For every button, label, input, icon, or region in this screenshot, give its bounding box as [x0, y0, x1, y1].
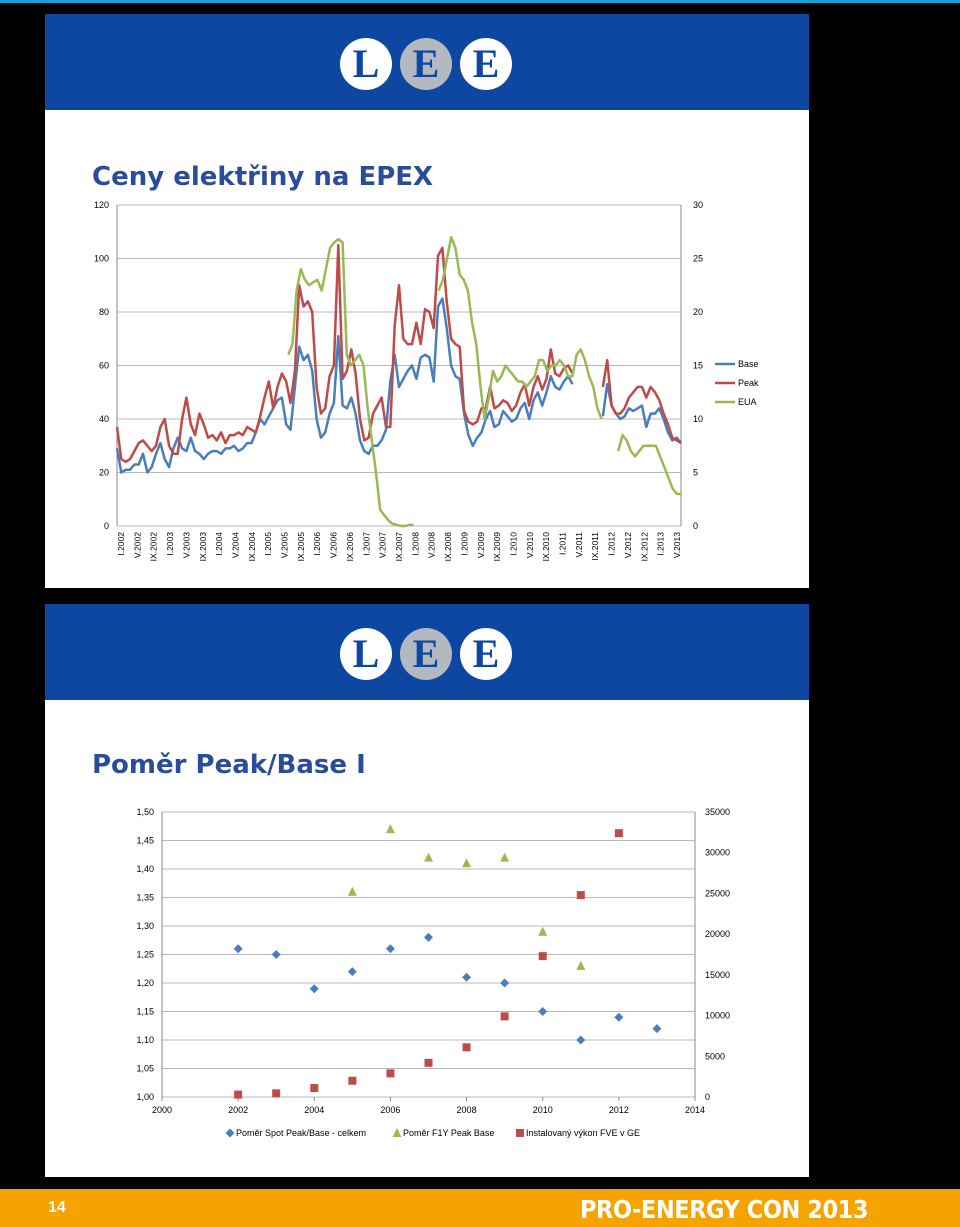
data-point-triangle [462, 858, 471, 867]
x-tick-label: IX.2008 [443, 532, 454, 562]
y-left-tick-label: 1,20 [136, 978, 154, 988]
data-point-square [463, 1043, 471, 1051]
data-point-diamond [614, 1013, 623, 1022]
y-right-tick-label: 15 [693, 360, 704, 371]
logo-letter-l: L [340, 38, 392, 90]
x-tick-label: V.2007 [377, 532, 388, 559]
y-left-tick-label: 1,35 [136, 892, 154, 903]
y-left-tick-label: 1,00 [136, 1092, 154, 1102]
data-point-triangle [538, 927, 547, 936]
x-tick-label: I.2005 [263, 532, 274, 556]
x-tick-label: IX.2002 [148, 532, 159, 562]
data-point-square [539, 952, 547, 960]
x-tick-label: I.2003 [165, 532, 176, 556]
x-tick-label: IX.2004 [246, 532, 257, 562]
x-tick-label: 2014 [684, 1105, 706, 1115]
y-left-tick-label: 40 [98, 414, 109, 424]
x-tick-label: V.2012 [622, 532, 633, 559]
y-left-tick-label: 120 [93, 200, 109, 210]
y-left-tick-label: 1,10 [136, 1035, 154, 1045]
x-tick-label: IX.2012 [639, 532, 650, 562]
y-right-tick-label: 0 [693, 521, 699, 531]
data-point-diamond [310, 984, 319, 993]
data-point-triangle [576, 961, 585, 970]
x-tick-label: I.2012 [606, 532, 617, 556]
y-right-tick-label: 30000 [705, 847, 731, 858]
x-tick-label: V.2010 [524, 532, 535, 559]
y-left-tick-label: 0 [103, 521, 109, 531]
data-point-square [501, 1012, 509, 1020]
y-right-tick-label: 0 [705, 1092, 711, 1102]
y-left-tick-label: 1,40 [136, 864, 154, 874]
x-tick-label: 2002 [228, 1105, 249, 1115]
page-number: 14 [48, 1199, 66, 1216]
x-tick-label: IX.2007 [394, 532, 404, 562]
x-tick-label: 2012 [608, 1105, 629, 1115]
x-tick-label: I.2009 [459, 532, 470, 556]
slide-peak-base-ratio [45, 604, 809, 1177]
y-right-tick-label: 5 [693, 467, 699, 478]
y-right-tick-label: 20 [693, 307, 704, 317]
data-point-square [234, 1091, 242, 1099]
x-tick-label: 2010 [532, 1105, 553, 1115]
y-left-tick-label: 1,05 [136, 1063, 154, 1074]
peak-base-ratio-chart [45, 604, 809, 1177]
x-tick-label: V.2005 [279, 532, 290, 559]
series-line-peak [117, 245, 681, 462]
x-tick-label: I.2002 [116, 532, 126, 556]
epex-price-chart [45, 14, 809, 588]
event-name: PRO-ENERGY CON 2013 [579, 1195, 868, 1224]
x-tick-label: I.2008 [410, 532, 421, 556]
x-tick-label: IX.2011 [590, 532, 601, 561]
x-tick-label: IX.2009 [492, 532, 503, 562]
series-line-eua [288, 237, 681, 526]
slide-title: Poměr Peak/Base I [92, 750, 366, 780]
data-point-triangle [386, 824, 395, 833]
footer-bar [0, 1189, 960, 1227]
y-left-tick-label: 100 [93, 253, 109, 264]
x-tick-label: V.2002 [132, 532, 143, 559]
legend-label: Peak [738, 378, 759, 388]
x-tick-label: 2004 [304, 1105, 325, 1115]
y-left-tick-label: 1,15 [136, 1006, 154, 1017]
logo-letter-l: L [340, 628, 392, 680]
x-tick-label: 2000 [151, 1105, 173, 1115]
x-tick-label: V.2003 [181, 532, 192, 559]
x-tick-label: I.2004 [214, 532, 225, 556]
legend-label: Instalovaný výkon FVE v GE [526, 1128, 641, 1138]
data-point-diamond [424, 933, 433, 942]
data-point-diamond [500, 979, 509, 988]
x-tick-label: V.2008 [426, 532, 437, 559]
y-right-tick-label: 20000 [705, 929, 731, 940]
y-right-tick-label: 25 [693, 253, 704, 264]
legend-label: EUA [738, 397, 757, 407]
data-point-square [272, 1089, 280, 1097]
y-right-tick-label: 10000 [705, 1010, 731, 1021]
data-point-diamond [348, 967, 357, 976]
data-point-diamond [576, 1036, 585, 1045]
data-point-triangle [500, 853, 509, 862]
data-point-square [348, 1077, 356, 1085]
data-point-square [577, 891, 585, 899]
y-right-tick-label: 25000 [705, 888, 731, 899]
data-point-square [615, 829, 623, 837]
x-tick-label: IX.2005 [295, 532, 306, 562]
slide-epex-prices [45, 14, 809, 588]
data-point-triangle [348, 887, 357, 896]
y-left-tick-label: 1,50 [136, 807, 154, 817]
data-point-diamond [652, 1024, 661, 1033]
legend-swatch-diamond [226, 1129, 235, 1138]
legend-label: Poměr F1Y Peak Base [403, 1128, 495, 1138]
logo-letter-e2: E [460, 38, 512, 90]
y-right-tick-label: 30 [693, 200, 704, 210]
data-point-square [386, 1069, 394, 1077]
x-tick-label: V.2011 [573, 532, 584, 558]
legend-label: Poměr Spot Peak/Base - celkem [236, 1128, 367, 1138]
x-tick-label: I.2010 [508, 532, 519, 556]
data-point-triangle [424, 853, 433, 862]
x-tick-label: 2008 [456, 1105, 477, 1115]
data-point-square [310, 1084, 318, 1092]
x-tick-label: I.2007 [361, 532, 372, 556]
data-point-diamond [538, 1007, 547, 1016]
x-tick-label: IX.2010 [541, 532, 552, 562]
x-tick-label: I.2006 [312, 532, 323, 556]
x-tick-label: IX.2003 [197, 532, 208, 562]
x-tick-label: V.2013 [672, 532, 682, 559]
top-accent-line [0, 0, 960, 3]
data-point-square [425, 1059, 433, 1067]
x-tick-label: V.2009 [475, 532, 486, 559]
data-point-diamond [272, 950, 281, 959]
x-tick-label: V.2004 [230, 532, 241, 559]
y-right-tick-label: 10 [693, 414, 704, 424]
x-tick-label: I.2013 [655, 532, 666, 556]
legend-swatch-triangle [393, 1128, 402, 1137]
data-point-diamond [234, 944, 243, 953]
data-point-diamond [462, 973, 471, 982]
y-left-tick-label: 1,30 [136, 921, 154, 931]
x-tick-label: V.2006 [328, 532, 339, 559]
legend-swatch-square [516, 1129, 524, 1137]
logo-letter-e2: E [460, 628, 512, 680]
logo-letter-e1: E [400, 38, 452, 90]
legend-label: Base [738, 359, 759, 369]
x-tick-label: 2006 [380, 1105, 401, 1115]
y-left-tick-label: 20 [98, 467, 109, 478]
y-left-tick-label: 1,25 [136, 949, 154, 960]
y-left-tick-label: 1,45 [136, 835, 154, 846]
slide-title: Ceny elektřiny na EPEX [92, 162, 434, 192]
y-right-tick-label: 15000 [705, 969, 731, 980]
y-left-tick-label: 60 [98, 360, 109, 371]
logo-letter-e1: E [400, 628, 452, 680]
y-right-tick-label: 35000 [705, 807, 731, 817]
series-line-base [117, 299, 681, 473]
data-point-diamond [386, 944, 395, 953]
y-right-tick-label: 5000 [705, 1051, 726, 1062]
y-left-tick-label: 80 [98, 307, 109, 317]
x-tick-label: IX.2006 [344, 532, 355, 562]
x-tick-label: I.2011 [557, 532, 568, 556]
